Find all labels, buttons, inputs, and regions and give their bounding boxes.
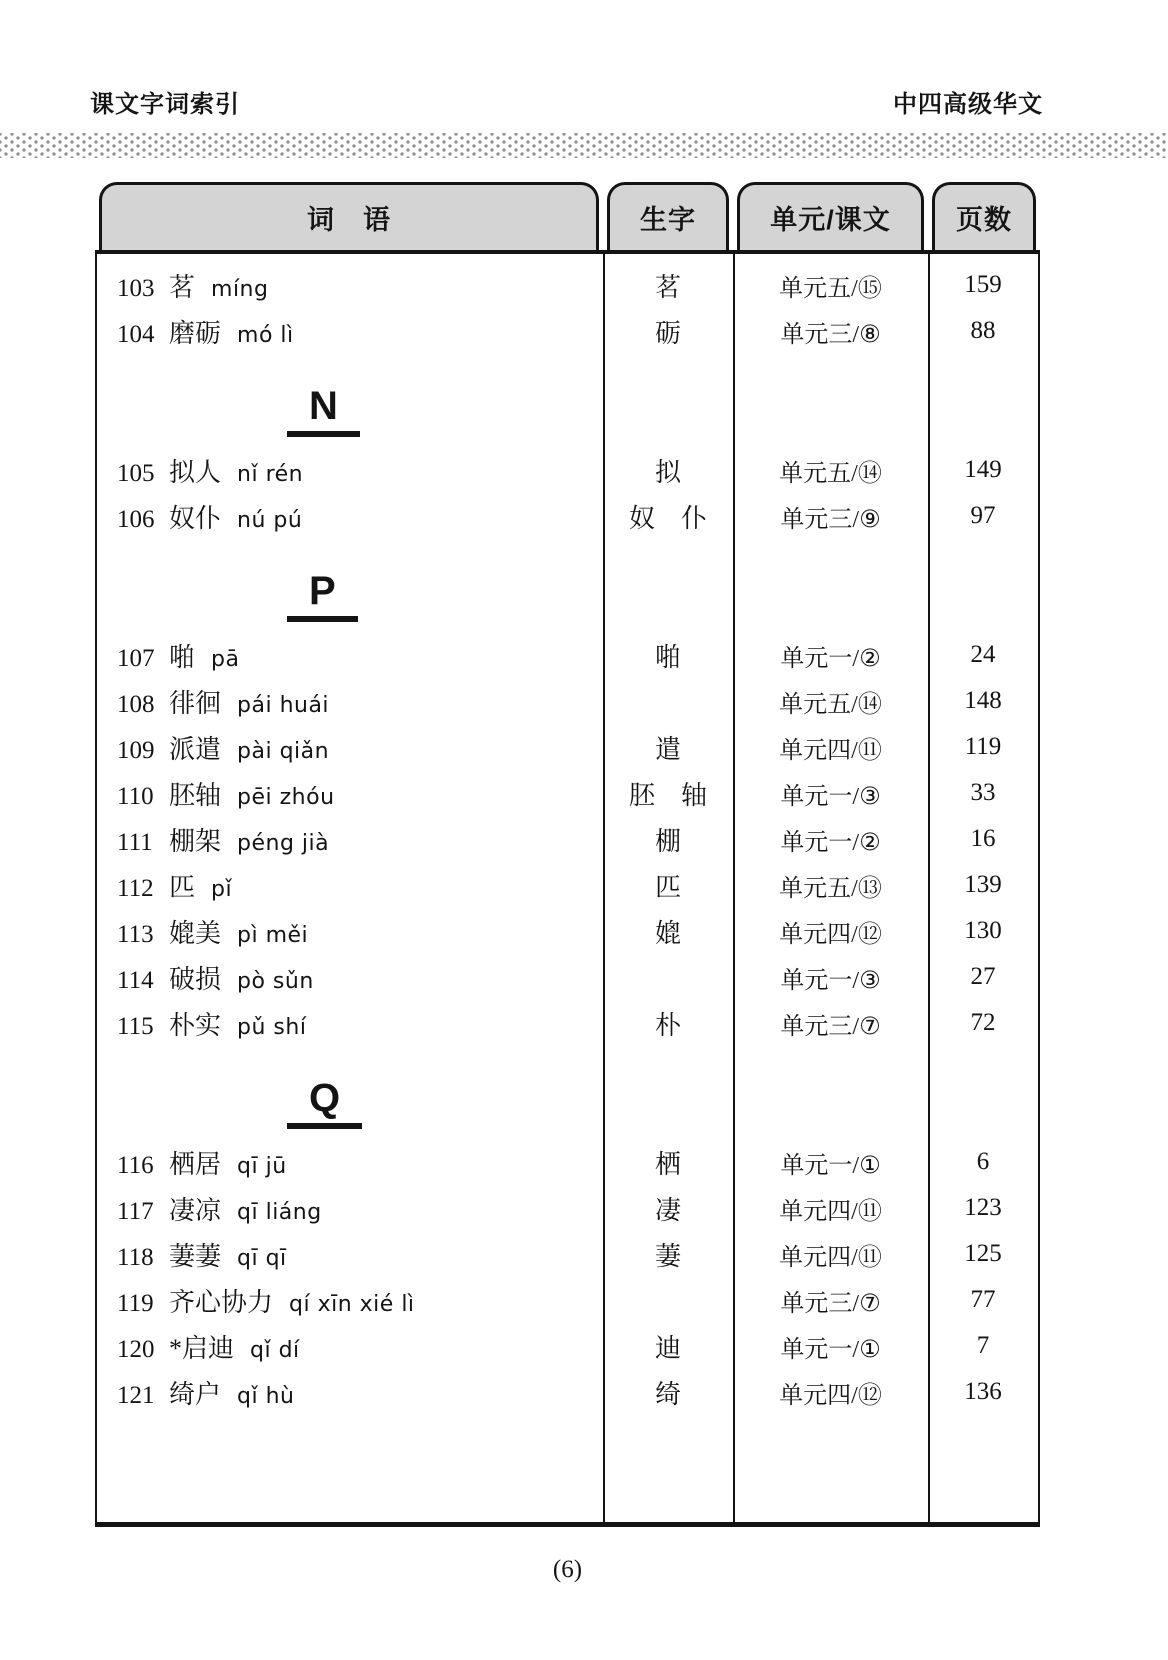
page-number: (6)	[552, 1556, 583, 1583]
unit-lesson-cell: 单元一/②	[780, 829, 881, 856]
entry-number: 117	[117, 1197, 154, 1225]
word-cell	[97, 1236, 603, 1273]
page-number-cell: 130	[964, 917, 1002, 944]
table-row	[97, 1369, 1038, 1415]
new-char-cell: 遣	[654, 734, 681, 764]
page-number-cell: 119	[964, 733, 1002, 760]
new-char-cell: 萋	[654, 1241, 681, 1271]
page-number-cell: 72	[970, 1009, 996, 1036]
unit-lesson-cell: 单元四/⑪	[779, 737, 882, 764]
entry-word: 凄凉	[169, 1195, 222, 1225]
column-header-cell	[733, 182, 928, 250]
entry-pinyin: nú pú	[237, 507, 303, 533]
entry-pinyin: qī qī	[237, 1245, 287, 1271]
table-row	[97, 954, 1038, 1000]
entry-word: 胚轴	[169, 780, 222, 810]
unit-lesson-cell: 单元五/⑮	[779, 275, 882, 302]
entry-word: 匹	[169, 872, 196, 902]
entry-number: 105	[117, 459, 155, 487]
entry-word: 破损	[169, 964, 222, 994]
page-number-cell: 27	[970, 963, 996, 990]
page-number-cell: 139	[964, 871, 1002, 898]
column-header-cell	[603, 182, 733, 250]
entry-pinyin: pēi zhóu	[237, 784, 335, 810]
unit-lesson-cell: 单元一/①	[780, 1336, 881, 1363]
word-cell	[97, 729, 603, 766]
table-row	[97, 862, 1038, 908]
new-char-cell: 拟	[654, 457, 681, 487]
page-number-cell: 97	[970, 502, 996, 529]
word-cell	[97, 821, 603, 858]
table-row	[97, 816, 1038, 862]
entry-pinyin: qǐ hù	[237, 1383, 295, 1409]
column-header-unit-lesson: 单元/课文	[737, 182, 924, 250]
word-cell	[97, 683, 603, 720]
table-row	[97, 262, 1038, 308]
page-number-cell: 77	[970, 1286, 996, 1313]
table-row	[97, 1139, 1038, 1185]
entry-number: 121	[117, 1381, 155, 1409]
table-row	[97, 493, 1038, 539]
page-number-cell: 123	[964, 1194, 1002, 1221]
word-cell	[97, 775, 603, 812]
unit-lesson-cell: 单元四/⑫	[779, 921, 882, 948]
entry-word: 栖居	[169, 1149, 222, 1179]
entry-pinyin: pì měi	[237, 922, 309, 948]
table-row	[97, 724, 1038, 770]
page-header-right-title: 中四高级华文	[893, 91, 1043, 118]
unit-lesson-cell: 单元三/⑦	[780, 1290, 881, 1317]
entry-number: 103	[117, 274, 155, 302]
entry-number: 113	[117, 920, 154, 948]
table-row	[97, 1000, 1038, 1046]
word-cell	[97, 1190, 603, 1227]
entry-number: 115	[117, 1012, 154, 1040]
entry-word: 派遣	[169, 734, 222, 764]
entry-pinyin: qī jū	[237, 1153, 287, 1179]
page-number-cell: 33	[970, 779, 996, 806]
new-char-cell: 棚	[654, 826, 681, 856]
unit-lesson-cell: 单元五/⑭	[779, 691, 882, 718]
section-letter: Q	[287, 1078, 362, 1129]
section-divider	[97, 354, 1038, 447]
page-number-cell: 136	[964, 1378, 1002, 1405]
column-header-cell	[928, 182, 1040, 250]
new-char-cell: 胚 轴	[628, 780, 707, 810]
word-cell	[97, 452, 603, 489]
entry-pinyin: péng jià	[237, 830, 330, 856]
page-number-cell: 24	[970, 641, 996, 668]
word-index-table	[95, 182, 1040, 1527]
unit-lesson-cell: 单元三/⑦	[780, 1013, 881, 1040]
table-row	[97, 447, 1038, 493]
page-number-cell: 149	[964, 456, 1002, 483]
entry-number: 104	[117, 320, 155, 348]
entry-pinyin: mó lì	[237, 322, 294, 348]
entry-number: 110	[117, 782, 154, 810]
entry-number: 111	[117, 828, 153, 856]
unit-lesson-cell: 单元四/⑫	[779, 1382, 882, 1409]
unit-lesson-cell: 单元四/⑪	[779, 1244, 882, 1271]
entry-word: 啪	[169, 642, 196, 672]
word-cell	[97, 637, 603, 674]
entry-number: 119	[117, 1289, 154, 1317]
word-cell	[97, 498, 603, 535]
entry-word: 绮户	[169, 1379, 222, 1409]
unit-lesson-cell: 单元一/②	[780, 645, 881, 672]
unit-lesson-cell: 单元一/①	[780, 1152, 881, 1179]
page-number-cell: 88	[970, 317, 996, 344]
page-number-cell: 7	[976, 1332, 990, 1359]
entry-pinyin: pò sǔn	[237, 968, 314, 994]
unit-lesson-cell: 单元三/⑧	[780, 321, 881, 348]
section-letter: N	[287, 386, 360, 437]
entry-word: *启迪	[169, 1333, 235, 1363]
entry-word: 朴实	[169, 1010, 222, 1040]
entry-pinyin: pài qiǎn	[237, 738, 330, 764]
entry-pinyin: pā	[211, 646, 240, 672]
entry-pinyin: qí xīn xié lì	[289, 1291, 415, 1317]
page-header-left-title: 课文字词索引	[90, 91, 240, 118]
word-cell	[97, 1328, 603, 1365]
unit-lesson-cell: 单元五/⑬	[779, 875, 882, 902]
entry-word: 棚架	[169, 826, 222, 856]
page-number-cell: 159	[964, 271, 1002, 298]
entry-pinyin: nǐ rén	[237, 461, 304, 487]
entry-number: 114	[117, 966, 154, 994]
new-char-cell: 奴 仆	[628, 503, 707, 533]
word-cell	[97, 267, 603, 304]
new-char-cell: 媲	[654, 918, 681, 948]
column-divider-line	[733, 254, 735, 1522]
entry-word: 萋萋	[169, 1241, 222, 1271]
word-cell	[97, 1282, 603, 1319]
column-header-page: 页数	[932, 182, 1036, 250]
new-char-cell: 茗	[654, 272, 681, 302]
table-row	[97, 1185, 1038, 1231]
word-cell	[97, 867, 603, 904]
entry-pinyin: pǐ	[211, 876, 233, 902]
entry-pinyin: qǐ dí	[250, 1337, 300, 1363]
entry-word: 磨砺	[169, 318, 222, 348]
word-cell	[97, 913, 603, 950]
table-header-row	[95, 182, 1040, 250]
column-divider-line	[928, 254, 930, 1522]
word-cell	[97, 313, 603, 350]
entry-number: 108	[117, 690, 155, 718]
unit-lesson-cell: 单元一/③	[780, 967, 881, 994]
table-row	[97, 1231, 1038, 1277]
new-char-cell: 绮	[654, 1379, 681, 1409]
table-row	[97, 1277, 1038, 1323]
unit-lesson-cell: 单元五/⑭	[779, 460, 882, 487]
unit-lesson-cell: 单元一/③	[780, 783, 881, 810]
entry-pinyin: pái huái	[237, 692, 330, 718]
page-number-cell: 125	[964, 1240, 1002, 1267]
column-header-new-chars: 生字	[607, 182, 729, 250]
word-cell	[97, 1005, 603, 1042]
table-row	[97, 308, 1038, 354]
page-header	[90, 84, 1043, 119]
new-char-cell: 迪	[654, 1333, 681, 1363]
page-number-cell: 148	[964, 687, 1002, 714]
new-char-cell: 朴	[654, 1010, 681, 1040]
column-header-cell	[95, 182, 603, 250]
entry-pinyin: qī liáng	[237, 1199, 322, 1225]
word-cell	[97, 1144, 603, 1181]
entry-word: 拟人	[169, 457, 222, 487]
entry-pinyin: pǔ shí	[237, 1014, 307, 1040]
entry-word: 齐心协力	[169, 1287, 274, 1317]
entry-number: 106	[117, 505, 155, 533]
section-divider	[97, 1046, 1038, 1139]
unit-lesson-cell: 单元三/⑨	[780, 506, 881, 533]
page-number-cell: 16	[970, 825, 996, 852]
section-divider	[97, 539, 1038, 632]
new-char-cell: 凄	[654, 1195, 681, 1225]
table-row	[97, 632, 1038, 678]
column-divider-line	[603, 254, 605, 1522]
entry-word: 媲美	[169, 918, 222, 948]
entry-number: 109	[117, 736, 155, 764]
new-char-cell: 啪	[654, 642, 681, 672]
entry-pinyin: míng	[211, 276, 269, 302]
page-number-cell: 6	[976, 1148, 990, 1175]
entry-word: 茗	[169, 272, 196, 302]
entry-number: 120	[117, 1335, 155, 1363]
entry-number: 116	[117, 1151, 154, 1179]
new-char-cell: 砺	[654, 318, 681, 348]
unit-lesson-cell: 单元四/⑪	[779, 1198, 882, 1225]
entry-number: 112	[117, 874, 154, 902]
entry-word: 奴仆	[169, 503, 222, 533]
section-letter: P	[287, 571, 358, 622]
new-char-cell: 匹	[654, 872, 681, 902]
word-cell	[97, 1374, 603, 1411]
column-header-words: 词 语	[99, 182, 599, 250]
entry-word: 徘徊	[169, 688, 222, 718]
table-row	[97, 678, 1038, 724]
entry-number: 107	[117, 644, 155, 672]
entry-number: 118	[117, 1243, 154, 1271]
word-cell	[97, 959, 603, 996]
table-row	[97, 1323, 1038, 1369]
table-body	[95, 250, 1040, 1527]
new-char-cell: 栖	[654, 1149, 681, 1179]
table-row	[97, 908, 1038, 954]
decorative-dotted-band	[0, 133, 1168, 158]
table-row	[97, 770, 1038, 816]
